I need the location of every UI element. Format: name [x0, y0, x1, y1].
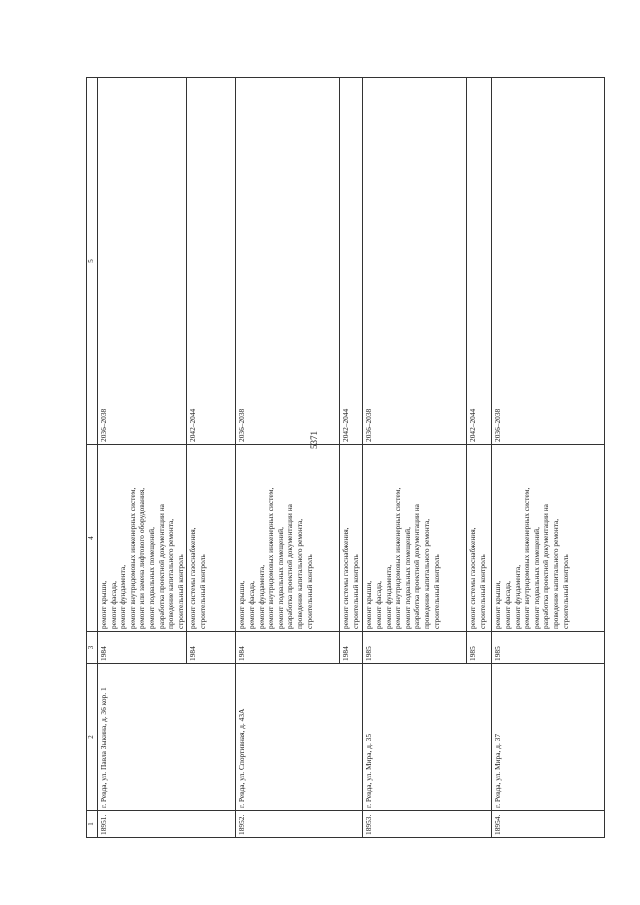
work-item: ремонт внутридомовых инженерных систем, — [522, 487, 532, 629]
work-item: ремонт подвальных помещений, — [146, 527, 156, 629]
repair-period: 2036–2038 — [492, 78, 605, 445]
work-item: ремонт фундамента, — [256, 564, 266, 629]
work-item: проведение капитального ремонта, — [550, 518, 560, 629]
work-item: ремонт фундамента, — [512, 564, 522, 629]
column-number: 2 — [87, 664, 98, 811]
work-item: ремонт фасада, — [502, 581, 512, 629]
table-row — [98, 78, 187, 838]
column-number-row — [87, 78, 98, 838]
entry-number: 18951. — [98, 811, 236, 838]
year-built: 1985 — [467, 632, 492, 664]
repair-period: 2042–2044 — [467, 78, 492, 445]
work-item: ремонт крыши, — [99, 580, 108, 629]
work-item: ремонт фасада, — [108, 581, 118, 629]
work-item: проведение капитального ремонта, — [294, 518, 304, 629]
work-list — [363, 445, 467, 632]
entry-number: 18954. — [492, 811, 605, 838]
work-item: ремонт фундамента, — [383, 564, 393, 629]
repair-period: 2036–2038 — [363, 78, 467, 445]
repair-period: 2036–2038 — [236, 78, 340, 445]
work-item: строительный контроль — [477, 554, 487, 629]
address: г. Ревда, ул. Павла Зыкина, д. 36 кор. 1 — [98, 664, 236, 811]
column-number: 3 — [87, 632, 98, 664]
work-item: проведение капитального ремонта, — [166, 518, 176, 629]
year-built: 1984 — [187, 632, 236, 664]
rotated-page-content — [86, 78, 603, 838]
repair-period: 2042–2044 — [187, 78, 236, 445]
year-built: 1984 — [98, 632, 187, 664]
work-item: ремонт системы газоснабжения, — [468, 527, 478, 629]
work-item: ремонт фасада, — [373, 581, 383, 629]
work-item: ремонт крыши, — [493, 580, 503, 629]
work-item: ремонт внутридомовых инженерных систем, — [393, 487, 403, 629]
work-item: строительный контроль — [304, 554, 314, 629]
work-item: ремонт крыши, — [364, 580, 374, 629]
work-item: проведение капитального ремонта, — [421, 518, 431, 629]
work-item: ремонт внутридомовых инженерных систем, — [127, 487, 137, 629]
work-item: разработка проектной документации на — [412, 504, 422, 629]
work-item: ремонт или замена лифтового оборудования, — [137, 487, 147, 629]
column-number: 5 — [87, 78, 98, 445]
work-item: ремонт фундамента, — [118, 564, 128, 629]
work-list — [98, 445, 187, 632]
year-built: 1985 — [363, 632, 467, 664]
work-item: строительный контроль — [560, 554, 570, 629]
work-item: ремонт системы газоснабжения, — [188, 527, 198, 629]
entry-number: 18952. — [236, 811, 363, 838]
work-list — [467, 445, 492, 632]
work-item: ремонт подвальных помещений, — [275, 527, 285, 629]
table-row — [363, 78, 467, 838]
column-number: 1 — [87, 811, 98, 838]
work-item: ремонт внутридомовых инженерных систем, — [266, 487, 276, 629]
page-number: 5371 — [309, 431, 319, 449]
address: г. Ревда, ул. Спортивная, д. 43А — [236, 664, 363, 811]
work-item: ремонт подвальных помещений, — [531, 527, 541, 629]
work-item: ремонт крыши, — [237, 580, 247, 629]
work-item: строительный контроль — [431, 554, 441, 629]
year-built: 1984 — [236, 632, 340, 664]
work-item: строительный контроль — [350, 554, 360, 629]
table-row — [236, 78, 340, 838]
work-item: ремонт подвальных помещений, — [402, 527, 412, 629]
work-list — [187, 445, 236, 632]
repair-period: 2042–2044 — [340, 78, 363, 445]
entry-number: 18953. — [363, 811, 492, 838]
address: г. Ревда, ул. Мира, д. 35 — [363, 664, 492, 811]
work-item: ремонт системы газоснабжения, — [341, 527, 351, 629]
year-built: 1984 — [340, 632, 363, 664]
work-item: ремонт фасада, — [246, 581, 256, 629]
work-list — [340, 445, 363, 632]
work-item: разработка проектной документации на — [156, 504, 166, 629]
work-list — [492, 445, 605, 632]
table-row — [492, 78, 605, 838]
year-built: 1985 — [492, 632, 605, 664]
work-item: разработка проектной документации на — [541, 504, 551, 629]
work-item: строительный контроль — [197, 554, 207, 629]
work-list — [236, 445, 340, 632]
repair-period: 2036–2038 — [98, 78, 187, 445]
work-item: строительный контроль — [175, 554, 185, 629]
column-number: 4 — [87, 445, 98, 632]
work-item: разработка проектной документации на — [285, 504, 295, 629]
capital-repair-table — [86, 77, 605, 838]
address: г. Ревда, ул. Мира, д. 37 — [492, 664, 605, 811]
